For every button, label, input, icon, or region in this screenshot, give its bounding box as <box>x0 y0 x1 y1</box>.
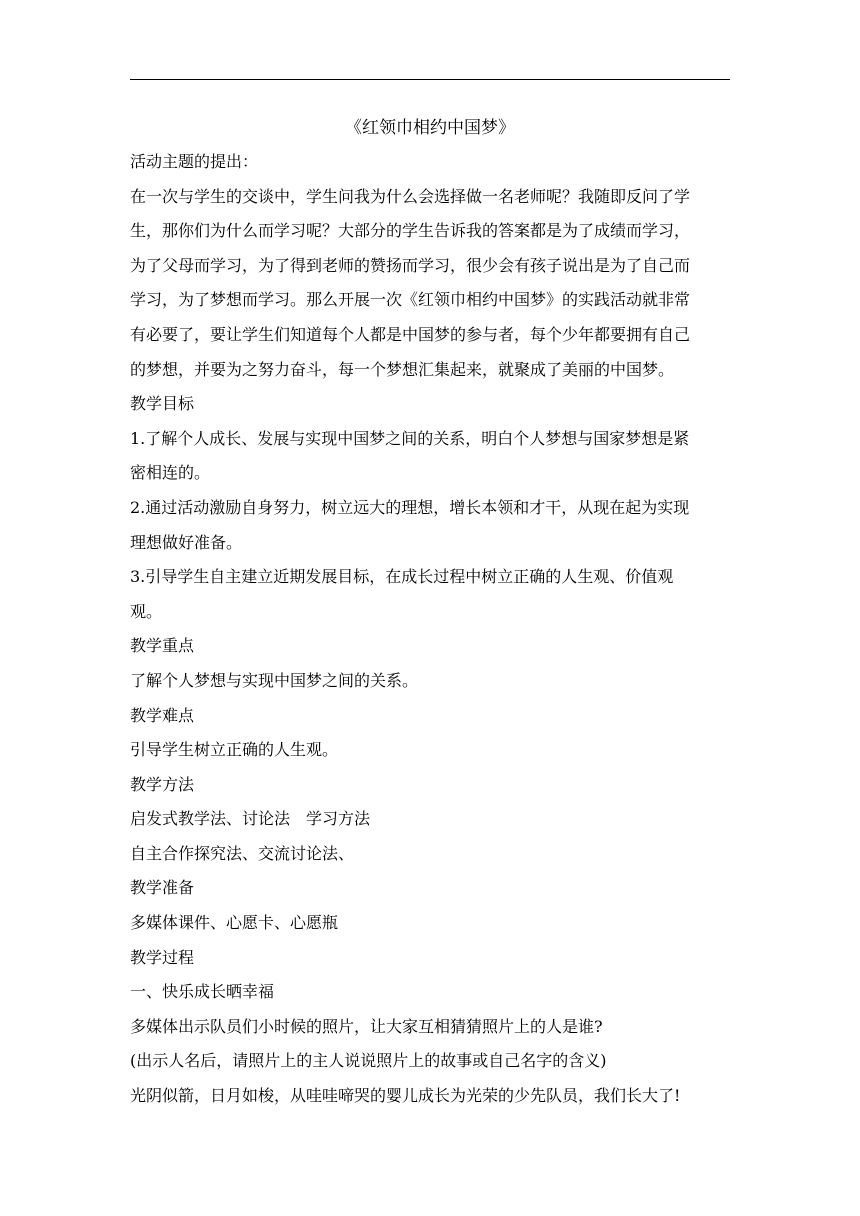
goal-line: 1.了解个人成长、发展与实现中国梦之间的关系，明白个人梦想与国家梦想是紧 <box>130 428 690 448</box>
document-body <box>130 111 730 1114</box>
goal-line: 理想做好准备。 <box>130 532 243 552</box>
key-points-text: 了解个人梦想与实现中国梦之间的关系。 <box>130 670 419 690</box>
intro-line: 有必要了，要让学生们知道每个人都是中国梦的参与者，每个少年都要拥有自己 <box>130 324 691 344</box>
goals-heading: 教学目标 <box>130 394 195 414</box>
learning-method-text: 自主合作探究法、交流讨论法、 <box>130 843 355 863</box>
section-1-text: (出示人名后，请照片上的主人说说照片上的故事或自己名字的含义) <box>130 1051 607 1071</box>
preparation-text: 多媒体课件、心愿卡、心愿瓶 <box>130 913 339 933</box>
method-text: 启发式教学法、讨论法 学习方法 <box>130 809 371 829</box>
key-points-heading: 教学重点 <box>130 636 195 656</box>
intro-heading: 活动主题的提出： <box>130 152 259 171</box>
section-1-text: 多媒体出示队员们小时候的照片，让大家互相猜猜照片上的人是谁? <box>130 1016 603 1036</box>
intro-paragraph <box>130 180 730 388</box>
intro-line: 生，那你们为什么而学习呢？大部分的学生告诉我的答案都是为了成绩而学习， <box>130 221 691 241</box>
difficulty-text: 引导学生树立正确的人生观。 <box>130 740 339 760</box>
goal-item-3 <box>130 560 730 629</box>
intro-line: 的梦想，并要为之努力奋斗，每一个梦想汇集起来，就聚成了美丽的中国梦。 <box>130 359 675 379</box>
intro-line: 为了父母而学习，为了得到老师的赞扬而学习，很少会有孩子说出是为了自己而 <box>130 255 691 275</box>
goal-item-1 <box>130 422 730 491</box>
document-title: 《红领巾相约中国梦》 <box>345 118 515 138</box>
intro-line: 学习，为了梦想而学习。那么开展一次《红领巾相约中国梦》的实践活动就非常 <box>130 290 691 310</box>
goal-line: 观。 <box>130 601 163 621</box>
goal-line: 密相连的。 <box>130 463 211 483</box>
process-heading: 教学过程 <box>130 947 195 967</box>
goal-line: 3.引导学生自主建立近期发展目标，在成长过程中树立正确的人生观、价值观 <box>130 567 674 587</box>
section-1-text: 光阴似箭，日月如梭，从哇哇啼哭的婴儿成长为光荣的少先队员，我们长大了! <box>130 1086 681 1106</box>
method-heading: 教学方法 <box>130 774 195 794</box>
difficulty-heading: 教学难点 <box>130 705 195 725</box>
intro-line: 在一次与学生的交谈中，学生问我为什么会选择做一名老师呢？我随即反问了学 <box>130 186 691 206</box>
preparation-heading: 教学准备 <box>130 878 195 898</box>
goal-line: 2.通过活动激励自身努力，树立远大的理想，增长本领和才干，从现在起为实现 <box>130 497 690 517</box>
section-1-heading: 一、快乐成长晒幸福 <box>130 982 275 1002</box>
header-rule <box>130 79 730 80</box>
goal-item-2 <box>130 491 730 560</box>
